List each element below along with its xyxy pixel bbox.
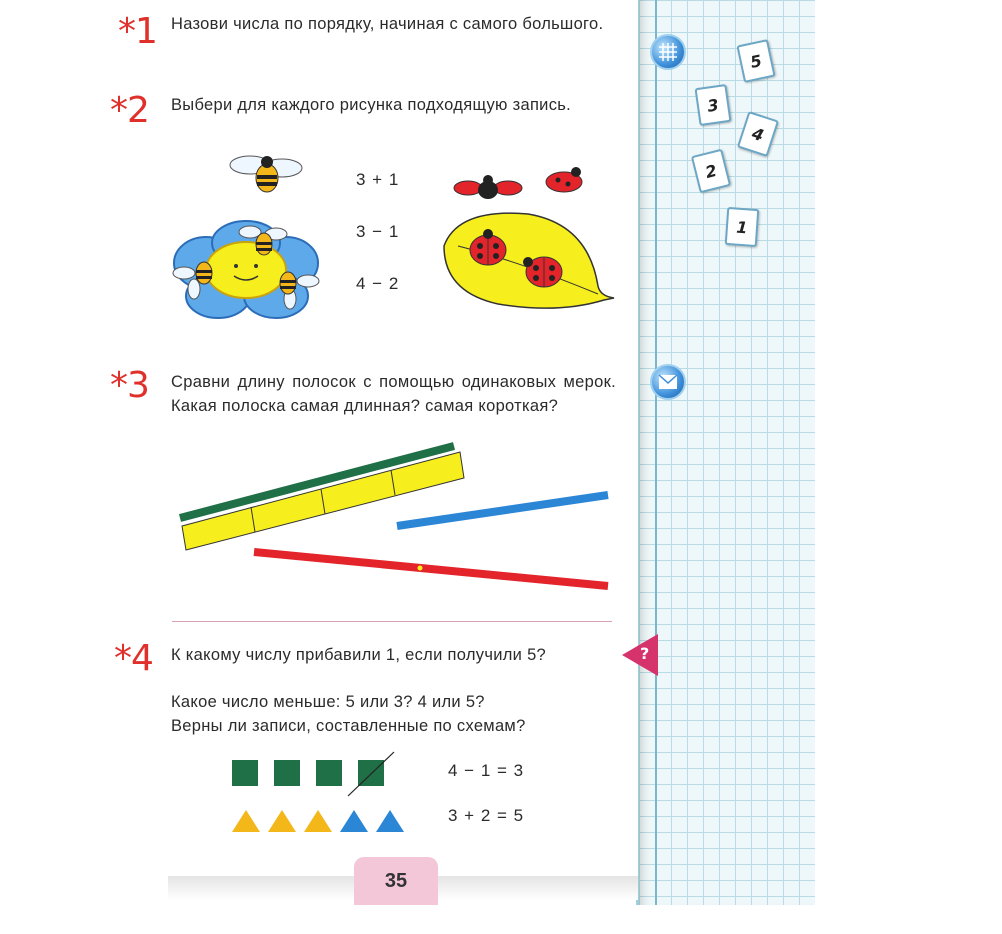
strips-illustration: [170, 438, 620, 598]
grid-margin-panel: [636, 0, 815, 905]
number-card-4: 4: [737, 111, 779, 157]
bee-icon: [238, 222, 288, 262]
orange-triangle: [268, 810, 296, 832]
ladybug-icon: [450, 170, 530, 210]
green-square: [274, 760, 300, 786]
task-3-text: Сравни длину полосок с помощью одинаковых мерок. Какая полоска самая длинная? самая короткая?: [171, 373, 616, 415]
number-card-5: 5: [736, 39, 775, 83]
number-card-2: 2: [691, 149, 731, 194]
section-divider: [172, 621, 612, 622]
question-badge-label: ?: [640, 644, 650, 663]
scheme-shapes: [230, 752, 400, 842]
bee-icon: [172, 255, 222, 300]
equation-1: 4 − 1 = 3: [448, 761, 525, 780]
blue-triangle: [376, 810, 404, 832]
orange-triangle: [232, 810, 260, 832]
margin-line: [655, 0, 657, 905]
grid-icon: [650, 34, 686, 70]
task-4-line-1: К какому числу прибавили 1, если получили 5?: [171, 646, 547, 664]
ladybug-icon: [464, 228, 516, 272]
task-2-text: Выбери для каждого рисунка подходящую запись.: [171, 96, 572, 114]
number-card-3: 3: [695, 84, 732, 126]
expression-4-minus-2: 4 − 2: [356, 274, 400, 293]
bee-icon: [220, 150, 310, 200]
task-1-text: Назови числа по порядку, начиная с самого большого.: [171, 15, 604, 33]
ladybug-icon: [520, 250, 572, 294]
task-4-line-2: Какое число меньше: 5 или 3? 4 или 5?: [171, 693, 485, 711]
expression-3-plus-1: 3 + 1: [356, 170, 400, 189]
page-number: 35: [354, 857, 438, 905]
red-strip: [254, 552, 608, 586]
task-marker-4: *4: [114, 638, 153, 679]
bee-icon: [268, 265, 320, 310]
orange-triangle: [304, 810, 332, 832]
cross-out-line: [348, 752, 394, 796]
expression-3-minus-1: 3 − 1: [356, 222, 400, 241]
red-strip-mark: [418, 566, 423, 571]
task-4-line-3: Верны ли записи, составленные по схемам?: [171, 717, 526, 735]
task-marker-2: *2: [110, 90, 149, 131]
equation-2: 3 + 2 = 5: [448, 806, 525, 825]
task-marker-1: *1: [118, 11, 157, 52]
green-square: [232, 760, 258, 786]
ladybug-icon: [540, 160, 590, 200]
task-marker-3: *3: [110, 365, 149, 406]
blue-triangle: [340, 810, 368, 832]
number-card-1: 1: [725, 207, 760, 247]
green-square: [316, 760, 342, 786]
blue-strip: [397, 495, 608, 526]
envelope-icon: [650, 364, 686, 400]
